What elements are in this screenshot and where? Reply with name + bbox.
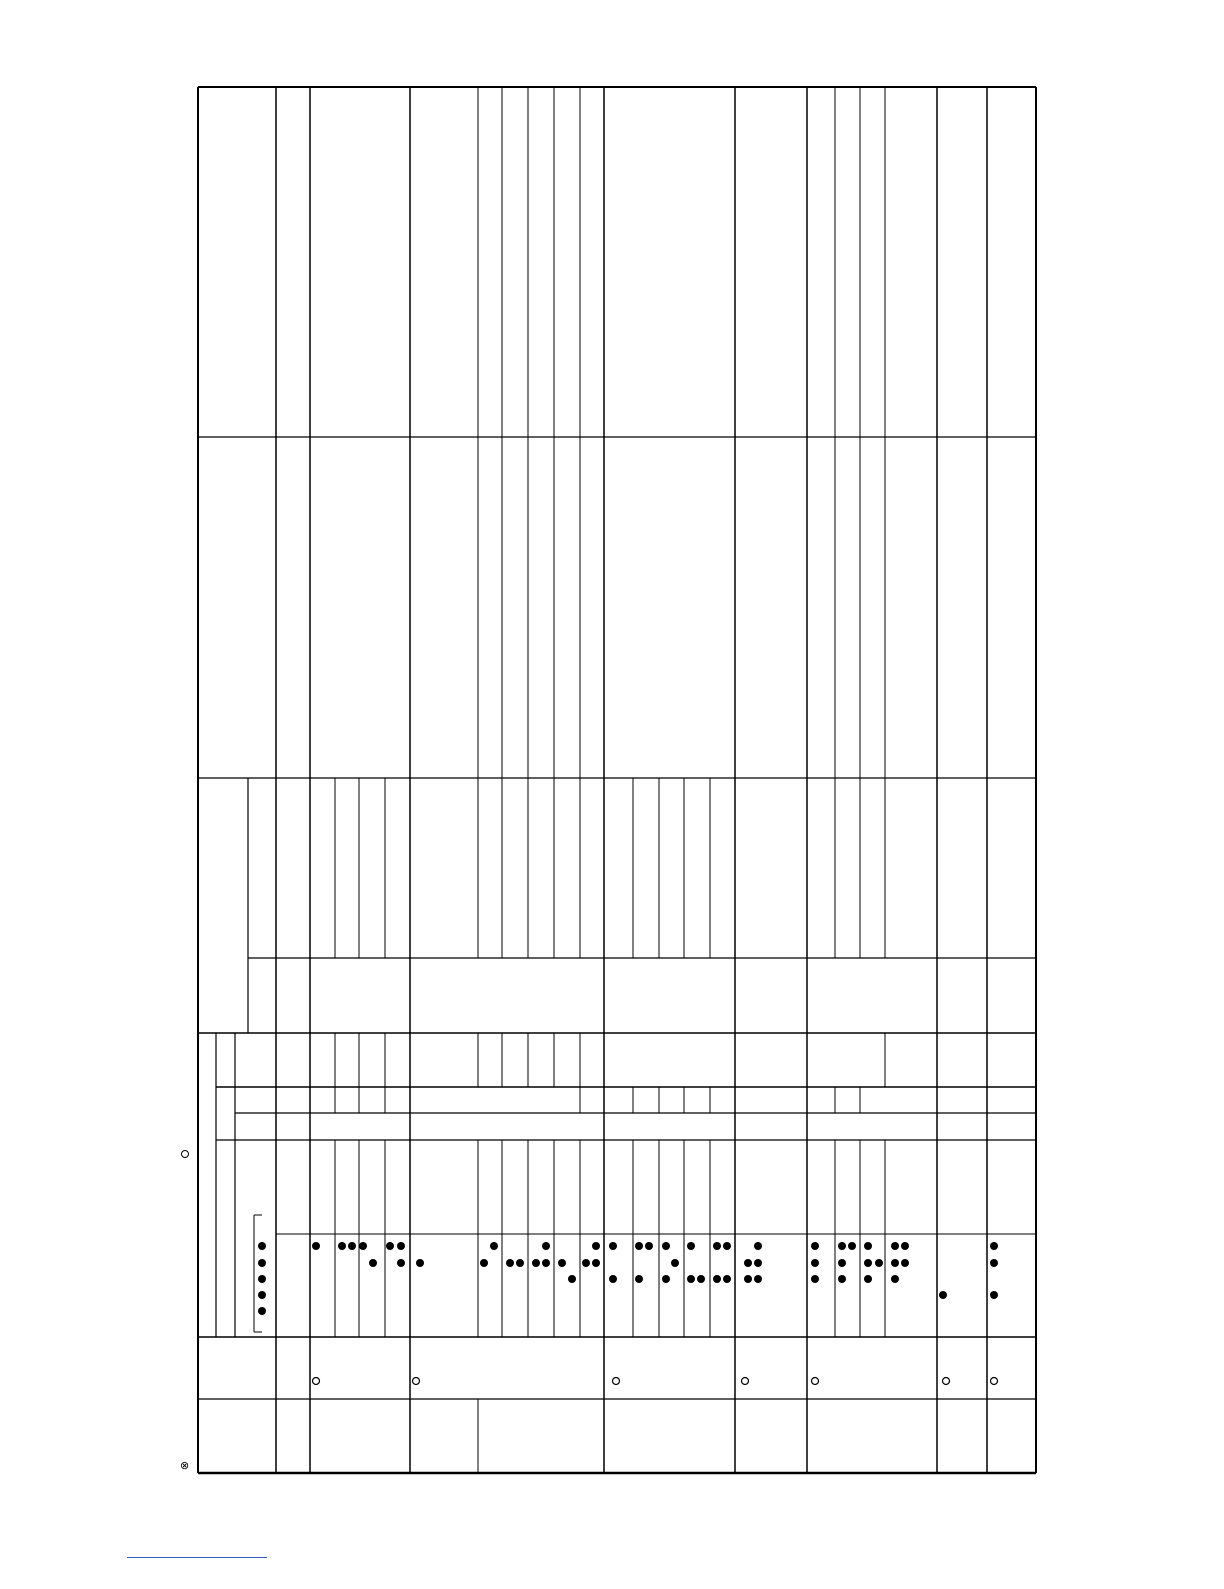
- matrix-dot-38: [744, 1259, 752, 1267]
- matrix-dot-54: [901, 1242, 909, 1250]
- row-open-circle-4: [742, 1378, 749, 1385]
- row-open-circle-7: [991, 1378, 998, 1385]
- key-dot-1: [258, 1242, 266, 1250]
- row-open-circle-1: [313, 1378, 320, 1385]
- matrix-dot-2: [338, 1242, 346, 1250]
- matrix-dot-51: [875, 1259, 883, 1267]
- matrix-dot-43: [811, 1259, 819, 1267]
- matrix-dot-50: [864, 1259, 872, 1267]
- matrix-dot-9: [416, 1259, 424, 1267]
- matrix-dot-23: [609, 1275, 617, 1283]
- matrix-dot-26: [635, 1275, 643, 1283]
- row-open-circle-5: [812, 1378, 819, 1385]
- matrix-dot-17: [558, 1259, 566, 1267]
- matrix-dot-28: [671, 1259, 679, 1267]
- matrix-dot-44: [811, 1275, 819, 1283]
- matrix-dot-45: [838, 1242, 846, 1250]
- matrix-dot-5: [369, 1259, 377, 1267]
- matrix-dot-31: [687, 1275, 695, 1283]
- matrix-dot-25: [645, 1242, 653, 1250]
- matrix-dot-32: [697, 1275, 705, 1283]
- matrix-dot-61: [990, 1291, 998, 1299]
- matrix-dot-52: [864, 1275, 872, 1283]
- matrix-dot-57: [891, 1275, 899, 1283]
- matrix-dot-16: [542, 1259, 550, 1267]
- margin-open-circle: [181, 1150, 189, 1158]
- matrix-dot-41: [754, 1275, 762, 1283]
- key-dot-3: [258, 1275, 266, 1283]
- matrix-dot-46: [848, 1242, 856, 1250]
- matrix-dot-27: [662, 1242, 670, 1250]
- margin-circled-x-icon: ⊗: [180, 1460, 190, 1472]
- matrix-dot-12: [506, 1259, 514, 1267]
- matrix-dot-14: [542, 1242, 550, 1250]
- matrix-dot-6: [386, 1242, 394, 1250]
- matrix-dot-49: [864, 1242, 872, 1250]
- matrix-dot-53: [891, 1242, 899, 1250]
- matrix-dot-37: [754, 1242, 762, 1250]
- matrix-dot-30: [687, 1242, 695, 1250]
- matrix-dot-8: [397, 1259, 405, 1267]
- matrix-dot-1: [312, 1242, 320, 1250]
- matrix-dot-10: [490, 1242, 498, 1250]
- row-open-circle-6: [943, 1378, 950, 1385]
- row-open-circle-2: [413, 1378, 420, 1385]
- matrix-dot-47: [838, 1259, 846, 1267]
- matrix-dot-4: [359, 1242, 367, 1250]
- matrix-dot-22: [609, 1242, 617, 1250]
- matrix-dot-36: [723, 1275, 731, 1283]
- matrix-dot-11: [480, 1259, 488, 1267]
- row-open-circle-3: [613, 1378, 620, 1385]
- matrix-dot-13: [516, 1259, 524, 1267]
- matrix-dot-29: [662, 1275, 670, 1283]
- matrix-dot-35: [713, 1275, 721, 1283]
- matrix-dot-55: [891, 1259, 899, 1267]
- matrix-dot-60: [990, 1259, 998, 1267]
- matrix-dot-18: [568, 1275, 576, 1283]
- matrix-dot-15: [532, 1259, 540, 1267]
- matrix-dot-33: [713, 1242, 721, 1250]
- footnote-rule: [127, 1557, 267, 1558]
- matrix-dot-24: [635, 1242, 643, 1250]
- matrix-dot-58: [939, 1291, 947, 1299]
- matrix-dot-39: [754, 1259, 762, 1267]
- matrix-dot-56: [901, 1259, 909, 1267]
- matrix-dot-59: [990, 1242, 998, 1250]
- matrix-dot-3: [348, 1242, 356, 1250]
- key-dot-2: [258, 1259, 266, 1267]
- key-dot-4: [258, 1291, 266, 1299]
- matrix-dot-42: [811, 1242, 819, 1250]
- matrix-dot-34: [723, 1242, 731, 1250]
- key-dot-5: [258, 1307, 266, 1315]
- matrix-dot-21: [592, 1259, 600, 1267]
- matrix-dot-40: [744, 1275, 752, 1283]
- matrix-dot-7: [397, 1242, 405, 1250]
- matrix-dot-20: [582, 1259, 590, 1267]
- matrix-dot-48: [838, 1275, 846, 1283]
- matrix-dot-19: [592, 1242, 600, 1250]
